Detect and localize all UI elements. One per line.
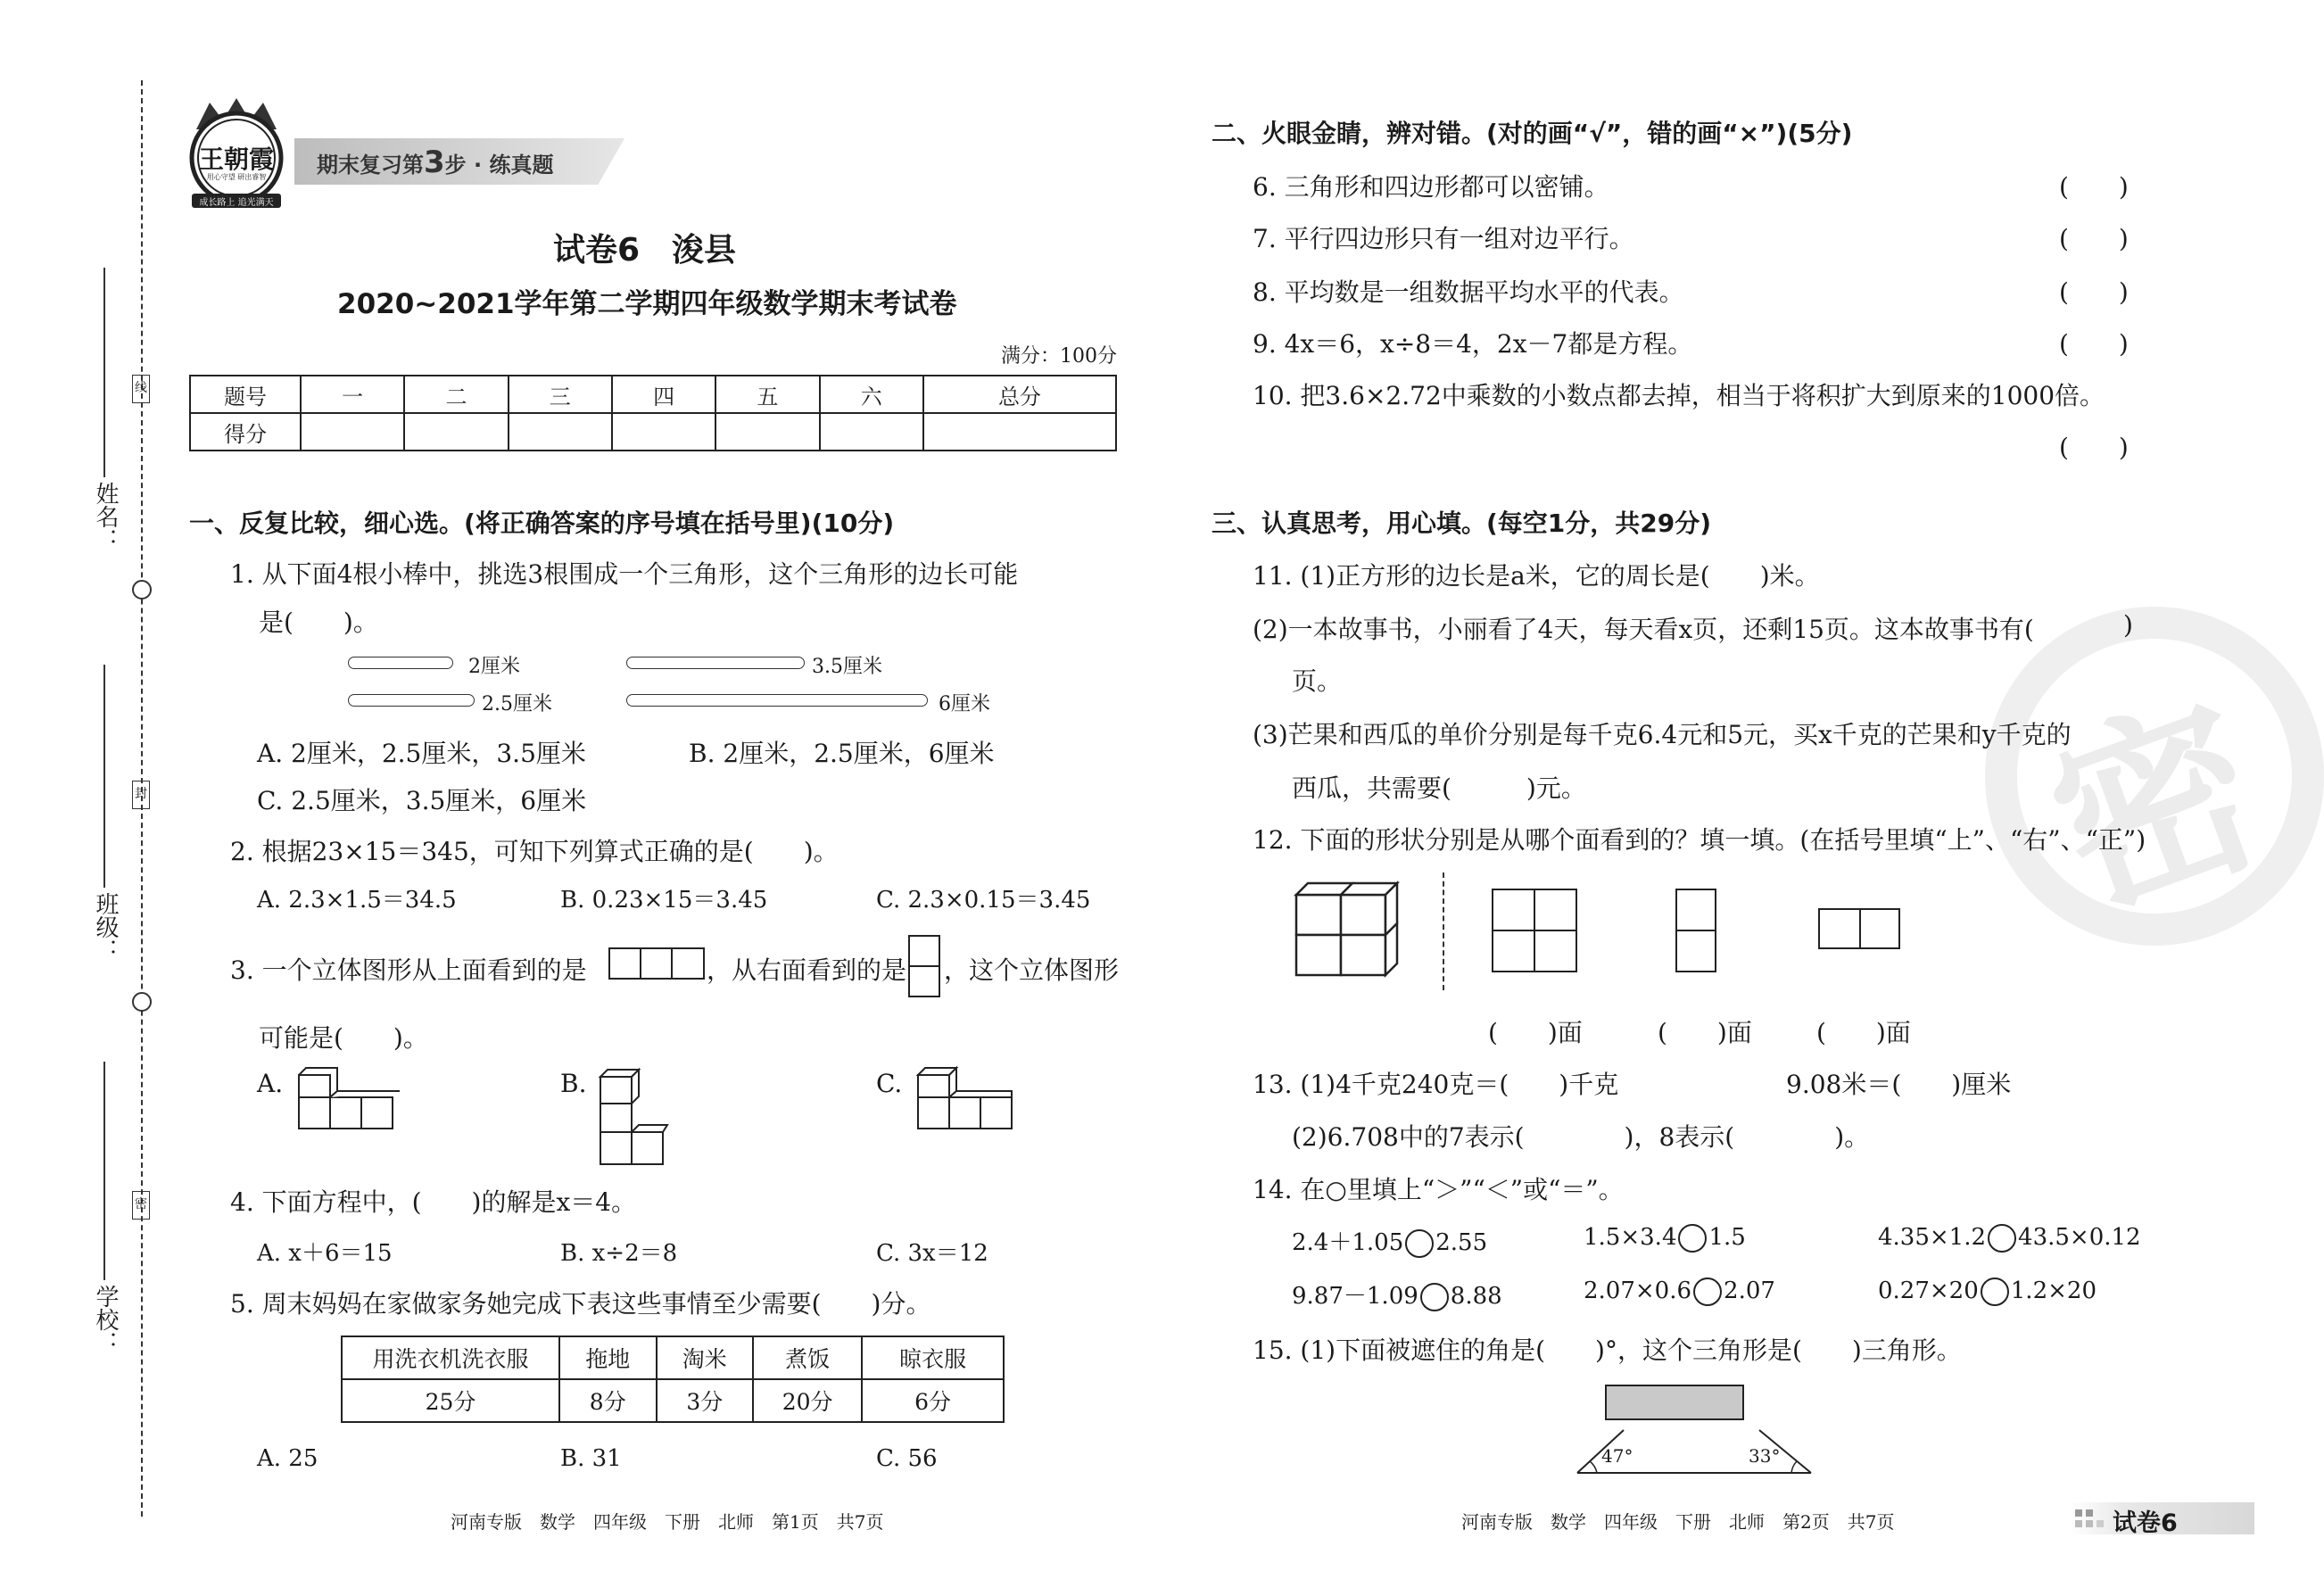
q1-option-c[interactable]: C. 2.5厘米，3.5厘米，6厘米 [257,786,587,815]
chores-table [341,1336,1005,1423]
q3-right-view-figure [908,935,940,997]
score-header-cell: 三 [509,376,612,413]
q11-2b: ) [2123,610,2133,640]
compare-left: 0.27×20 [1878,1278,1979,1304]
full-score: 满分：100分 [1001,345,1117,368]
rod-label: 3.5厘米 [812,656,882,678]
time-cell: 3分 [657,1379,754,1422]
score-header-cell: 五 [715,376,819,413]
compare-circle-icon[interactable] [1405,1229,1434,1258]
q3-part1: 3. 一个立体图形从上面看到的是 [230,955,587,985]
table-row [190,376,1116,413]
compare-circle-icon[interactable] [1988,1224,2016,1253]
q3-part2: ，从右面看到的是 [707,955,907,985]
chore-cell: 淘米 [657,1336,754,1379]
score-header-cell: 四 [612,376,715,413]
school-label: 学校： [92,1285,119,1354]
q3-option-c[interactable]: C. [876,1069,903,1098]
score-cell[interactable] [404,413,508,451]
compare-right: 1.5 [1708,1224,1746,1251]
q15-text: 15. (1)下面被遮住的角是( )°，这个三角形是( )三角形。 [1253,1336,1962,1365]
section3-title: 三、认真思考，用心填。(每空1分，共29分) [1212,509,1712,538]
compare-item [1878,1278,2097,1306]
name-underline [103,268,105,477]
score-header-cell: 二 [404,376,508,413]
footer-right: 河南专版 数学 四年级 下册 北师 第2页 共7页 [1461,1511,1895,1533]
class-label: 班级： [92,892,119,962]
time-cell: 25分 [342,1379,559,1422]
footer-tab: 试卷6 [2113,1509,2178,1537]
compare-circle-icon[interactable] [1981,1278,2009,1306]
q3-option-a-figure [294,1066,397,1137]
rod-label: 6厘米 [939,693,990,715]
binding-hole-icon [132,992,152,1012]
q11-2c: 页。 [1292,666,1343,696]
seal-char-box: 密 [132,1191,150,1220]
q2-option-c[interactable]: C. 2.3×0.15＝3.45 [876,887,1091,914]
judge-paren[interactable]: ( ) [2059,172,2129,202]
compare-left: 4.35×1.2 [1878,1224,1987,1251]
q12-view-column [1675,889,1716,972]
time-cell: 20分 [753,1379,862,1422]
compare-right: 1.2×20 [2010,1278,2097,1304]
q13-2: (2)6.708中的7表示( )，8表示( )。 [1292,1122,1870,1152]
q4-option-c[interactable]: C. 3x＝12 [876,1240,988,1267]
compare-left: 1.5×3.4 [1584,1224,1677,1251]
footer-left: 河南专版 数学 四年级 下册 北师 第1页 共7页 [451,1511,884,1533]
compare-left: 2.07×0.6 [1584,1278,1692,1304]
q4-option-a[interactable]: A. x＋6＝15 [257,1240,393,1267]
logo-text: 王朝霞 [198,145,274,174]
q2-option-a[interactable]: A. 2.3×1.5＝34.5 [257,887,457,914]
logo-sub: 用心守望 研出睿智 [206,173,267,181]
compare-item [1292,1224,1487,1258]
score-table [189,375,1117,451]
q3-option-a[interactable]: A. [257,1069,284,1098]
compare-item [1878,1224,2141,1253]
q3-option-b[interactable]: B. [560,1069,587,1098]
score-cell[interactable] [820,413,923,451]
q3-part3: ，这个立体图形 [944,955,1120,985]
compare-right: 2.55 [1435,1229,1488,1256]
score-cell[interactable] [301,413,404,451]
q13-1a: 13. (1)4千克240克＝( )千克 [1253,1070,1619,1099]
footer-squares-icon [2075,1509,2104,1529]
q4-text: 4. 下面方程中，( )的解是x＝4。 [230,1187,637,1217]
time-cell: 8分 [559,1379,657,1422]
rod-label: 2.5厘米 [482,693,552,715]
judge-item: 10. 把3.6×2.72中乘数的小数点都去掉，相当于将积扩大到原来的1000倍。 [1253,381,2105,410]
name-label: 姓名： [92,482,119,551]
watermark-text: 密 [2024,666,2287,949]
compare-circle-icon[interactable] [1678,1224,1707,1253]
q2-text: 2. 根据23×15＝345，可知下列算式正确的是( )。 [230,837,839,866]
binding-hole-icon [132,580,152,600]
q5-text: 5. 周末妈妈在家做家务她完成下表这些事情至少需要( )分。 [230,1289,931,1319]
logo-slogan-right: 追光满天 [237,198,274,208]
figure-divider [1443,872,1444,990]
q12-cube-figure [1292,879,1399,981]
q2-option-b[interactable]: B. 0.23×15＝3.45 [560,887,768,914]
q3-option-b-figure [596,1066,667,1169]
compare-item [1584,1224,1746,1253]
judge-item: 9. 4x＝6，x÷8＝4，2x－7都是方程。 [1253,329,1693,359]
seal-char-box: 线 [132,375,150,403]
rod-icon [626,657,805,669]
q14-text: 14. 在○里填上“＞”“＜”或“＝”。 [1253,1175,1624,1204]
q11-3a: (3)芒果和西瓜的单价分别是每千克6.4元和5元，买x千克的芒果和y千克的 [1253,720,2072,749]
angle-left-label: 47° [1601,1445,1633,1467]
judge-paren[interactable]: ( ) [2059,433,2129,462]
banner-pre: 期末复习第 [317,153,424,178]
paper-title: 试卷6 浚县 [553,232,737,269]
q1-line1: 1. 从下面4根小棒中，挑选3根围成一个三角形，这个三角形的边长可能 [230,559,1019,589]
time-cell: 6分 [862,1379,1004,1422]
table-row [342,1336,1004,1379]
q12-view-square [1492,889,1577,972]
section1-title: 一、反复比较，细心选。(将正确答案的序号填在括号里)(10分) [189,509,895,538]
banner-text [317,145,554,180]
q11-1: 11. (1)正方形的边长是a米，它的周长是( )米。 [1253,561,1820,591]
compare-left: 2.4＋1.05 [1292,1229,1404,1256]
q3-top-view-figure [608,947,705,980]
compare-left: 9.87－1.09 [1292,1283,1418,1310]
compare-item [1292,1278,1502,1311]
q4-option-b[interactable]: B. x÷2＝8 [560,1240,678,1267]
q13-1b: 9.08米＝( )厘米 [1786,1070,2012,1099]
score-header-cell: 题号 [190,376,301,413]
rod-icon [348,694,475,707]
score-header-cell: 六 [820,376,923,413]
score-cell[interactable] [509,413,612,451]
score-cell[interactable] [923,413,1116,451]
q5-option-a[interactable]: A. 25 [257,1445,318,1472]
score-row-label: 得分 [190,413,301,451]
q12-blank[interactable]: ( )面 [1816,1018,1911,1047]
school-underline [103,1062,105,1280]
judge-paren[interactable]: ( ) [2059,277,2129,307]
judge-item: 8. 平均数是一组数据平均水平的代表。 [1253,277,1684,307]
score-cell[interactable] [715,413,819,451]
chore-cell: 煮饭 [753,1336,862,1379]
score-header-cell: 总分 [923,376,1116,413]
banner-num: 3 [424,145,445,180]
brand-logo [178,94,294,210]
angle-right-label: 33° [1749,1445,1781,1467]
q11-2a: (2)一本故事书，小丽看了4天，每天看x页，还剩15页。这本故事书有( [1253,615,2034,644]
chore-cell: 晾衣服 [862,1336,1004,1379]
rod-label: 2厘米 [468,656,520,678]
exam-title: 2020~2021学年第二学期四年级数学期末考试卷 [337,288,957,320]
table-row [190,413,1116,451]
q3-line2: 可能是( )。 [259,1023,428,1053]
rod-icon [626,694,928,707]
judge-paren[interactable]: ( ) [2059,224,2129,253]
q12-text: 12. 下面的形状分别是从哪个面看到的？填一填。(在括号里填“上”、“右”、“正”) [1253,825,2146,855]
table-row [342,1379,1004,1422]
rod-icon [348,657,453,669]
q11-3b: 西瓜，共需要( )元。 [1292,773,1586,803]
logo-slogan-left: 成长路上 [199,198,236,208]
score-header-cell: 一 [301,376,404,413]
chore-cell: 用洗衣机洗衣服 [342,1336,559,1379]
compare-circle-icon[interactable] [1420,1283,1449,1311]
class-underline [103,665,105,888]
judge-paren[interactable]: ( ) [2059,329,2129,359]
q1-line2: 是( )。 [259,608,378,637]
banner-post: 步 · 练真题 [444,153,554,178]
compare-right: 43.5×0.12 [2018,1224,2141,1251]
score-cell[interactable] [612,413,715,451]
compare-right: 8.88 [1450,1283,1502,1310]
q5-option-b[interactable]: B. 31 [560,1445,622,1472]
q12-blank[interactable]: ( )面 [1658,1018,1752,1047]
section2-title: 二、火眼金睛，辨对错。(对的画“√”，错的画“×”)(5分) [1212,119,1853,148]
logo-slogan [194,194,278,208]
compare-item [1584,1278,1775,1306]
compare-right: 2.07 [1724,1278,1775,1304]
judge-item: 7. 平行四边形只有一组对边平行。 [1253,224,1634,253]
chore-cell: 拖地 [559,1336,657,1379]
q5-option-c[interactable]: C. 56 [876,1445,938,1472]
q3-option-c-figure [914,1066,1016,1137]
q12-view-row [1818,908,1900,949]
seal-char-box: 封 [132,781,150,809]
q1-option-b[interactable]: B. 2厘米，2.5厘米，6厘米 [689,739,995,768]
judge-item: 6. 三角形和四边形都可以密铺。 [1253,172,1609,202]
compare-circle-icon[interactable] [1693,1278,1722,1306]
q1-option-a[interactable]: A. 2厘米，2.5厘米，3.5厘米 [257,739,586,768]
q12-blank[interactable]: ( )面 [1488,1018,1583,1047]
